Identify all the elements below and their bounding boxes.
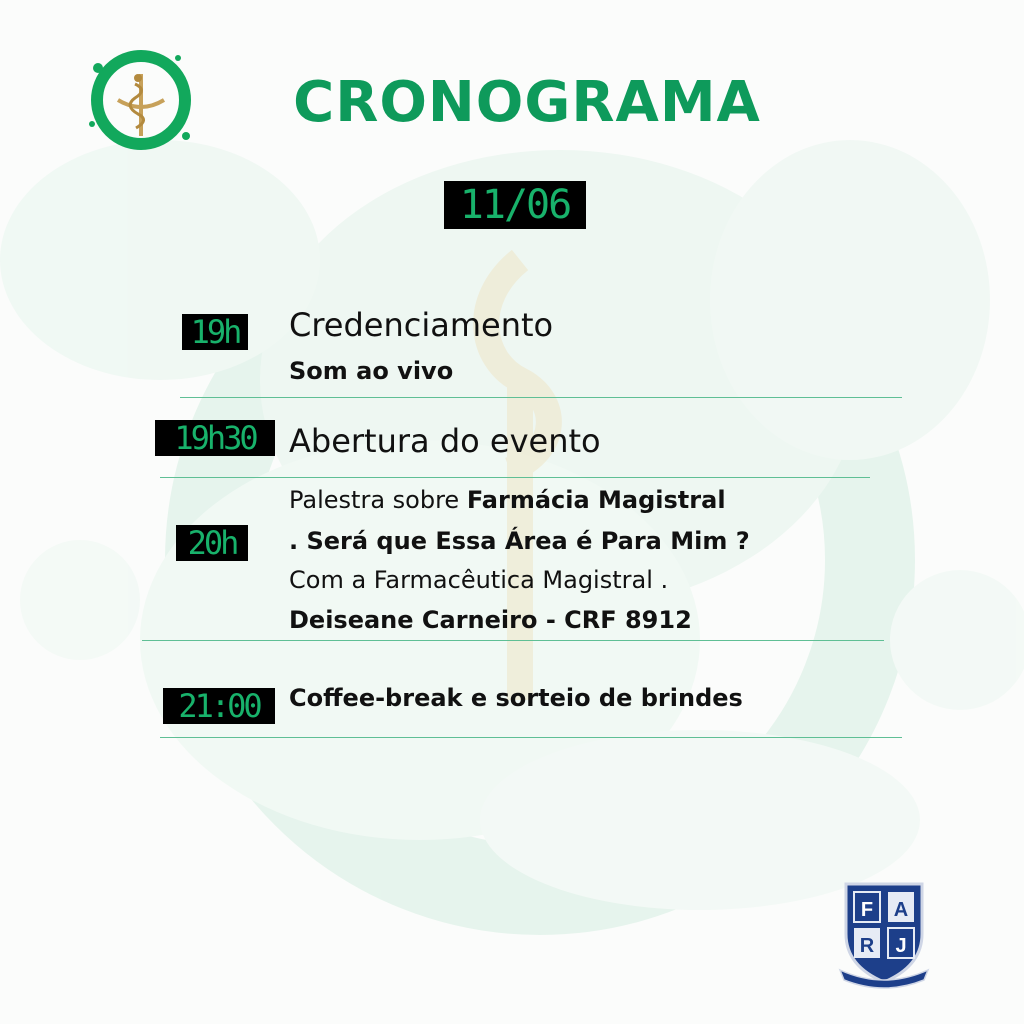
lecture-topic-text: Farmácia Magistral	[466, 486, 726, 514]
schedule-item-line	[289, 486, 726, 514]
time-badge-19h: 19h	[182, 314, 248, 350]
time-badge-21-00: 21:00	[163, 688, 275, 724]
divider	[160, 477, 870, 478]
time-badge-19h30: 19h30	[155, 420, 275, 456]
lecture-intro-text: Palestra sobre	[289, 486, 467, 514]
lecture-question-text: . Será que Essa Área é Para Mim ?	[289, 527, 750, 555]
time-badge-20h: 20h	[176, 525, 248, 561]
schedule-item-title: Coffee-break e sorteio de brindes	[289, 684, 743, 712]
shield-letter: R	[859, 935, 875, 957]
shield-letter: A	[893, 899, 909, 921]
page-title: CRONOGRAMA	[293, 70, 761, 135]
divider	[160, 737, 902, 738]
schedule-item-title: Abertura do evento	[289, 422, 601, 460]
schedule-item-subtitle: Som ao vivo	[289, 357, 454, 385]
schedule-item-title: Credenciamento	[289, 306, 554, 344]
shield-letter: F	[860, 899, 874, 921]
speaker-role-text: Com a Farmacêutica Magistral .	[289, 566, 669, 594]
farj-shield-logo	[838, 878, 930, 990]
speaker-name-text: Deiseane Carneiro - CRF 8912	[289, 606, 692, 634]
divider	[180, 397, 902, 398]
divider	[142, 640, 884, 641]
event-date-badge: 11/06	[444, 181, 586, 229]
shield-letter: J	[895, 935, 907, 957]
